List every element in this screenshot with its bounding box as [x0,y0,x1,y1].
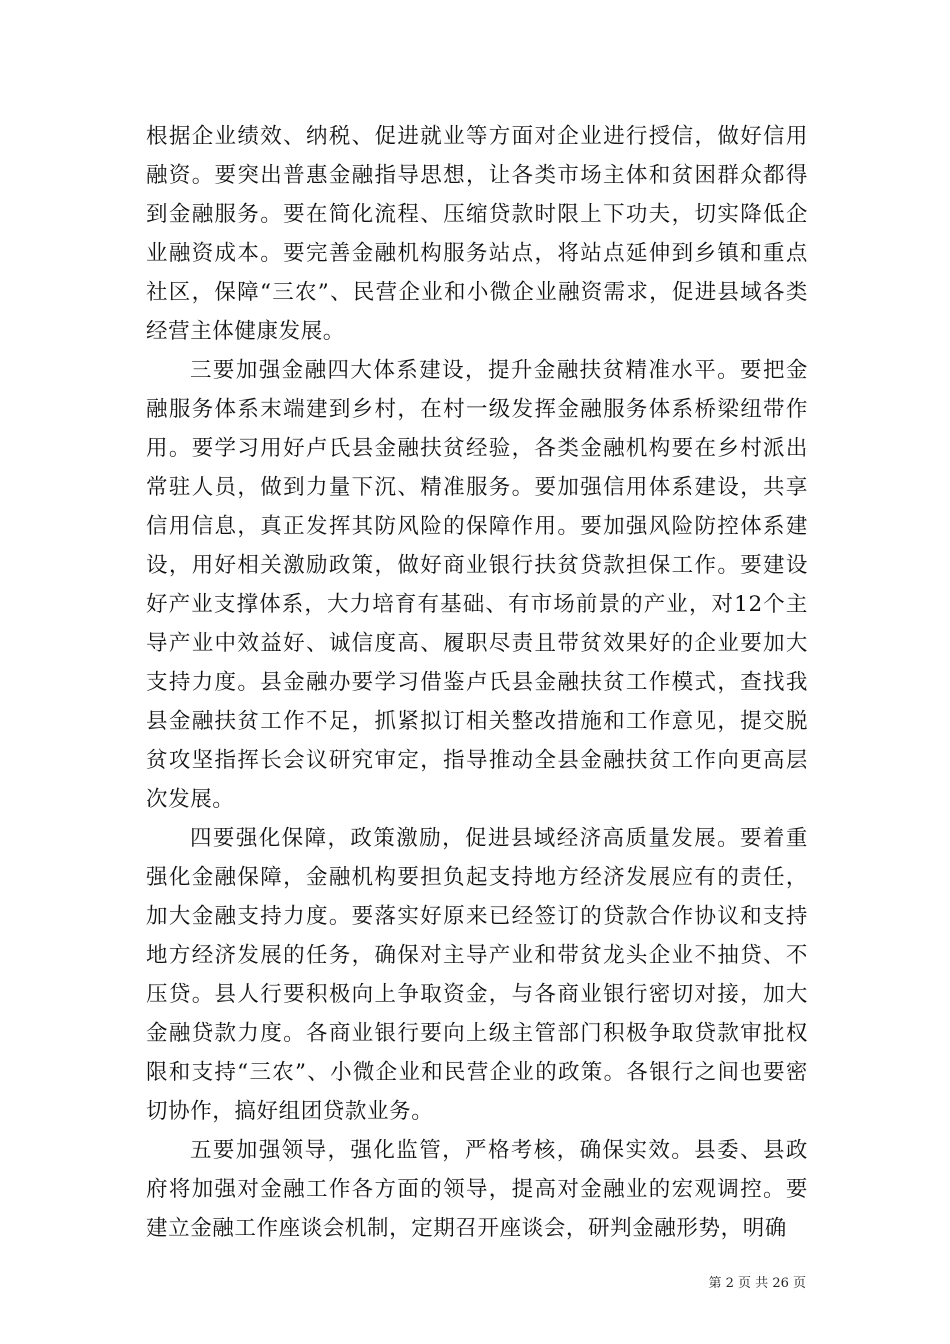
paragraph-fourth-point: 四要强化保障，政策激励，促进县域经济高质量发展。要着重强化金融保障，金融机构要担负起支持地方经济发展应有的责任，加大金融支持力度。要落实好原来已经签订的贷款合作协议和支持地方经济发展的任务，确保对主导产业和带贫龙头企业不抽贷、不压贷。县人行要积极向上争取资金，与各商业银行密切对接，加大金融贷款力度。各商业银行要向上级主管部门积极争取贷款审批权限和支持“三农”、小微企业和民营企业的政策。各银行之间也要密切协作，搞好组团贷款业务。 [146,826,808,1124]
document-body [146,117,808,1248]
paragraph-fifth-point: 五要加强领导，强化监管，严格考核，确保实效。县委、县政府将加强对金融工作各方面的领导，提高对金融业的宏观调控。要建立金融工作座谈会机制，定期召开座谈会，研判金融形势，明确 [146,1138,808,1241]
page-number-footer: 第 2 页 共 26 页 [708,1276,806,1291]
paragraph-continuation: 根据企业绩效、纳税、促进就业等方面对企业进行授信，做好信用融资。要突出普惠金融指导思想，让各类市场主体和贫困群众都得到金融服务。要在简化流程、压缩贷款时限上下功夫，切实降低企业融资成本。要完善金融机构服务站点，将站点延伸到乡镇和重点社区，保障“三农”、民营企业和小微企业融资需求，促进县域各类经营主体健康发展。 [146,124,808,344]
paragraph-third-point: 三要加强金融四大体系建设，提升金融扶贫精准水平。要把金融服务体系末端建到乡村，在村一级发挥金融服务体系桥梁纽带作用。要学习用好卢氏县金融扶贫经验，各类金融机构要在乡村派出常驻人员，做到力量下沉、精准服务。要加强信用体系建设，共享信用信息，真正发挥其防风险的保障作用。要加强风险防控体系建设，用好相关激励政策，做好商业银行扶贫贷款担保工作。要建设好产业支撑体系，大力培育有基础、有市场前景的产业，对12个主导产业中效益好、诚信度高、履职尽责且带贫效果好的企业要加大支持力度。县金融办要学习借鉴卢氏县金融扶贫工作模式，查找我县金融扶贫工作不足，抓紧拟订相关整改措施和工作意见，提交脱贫攻坚指挥长会议研究审定，指导推动全县金融扶贫工作向更高层次发展。 [146,358,808,812]
